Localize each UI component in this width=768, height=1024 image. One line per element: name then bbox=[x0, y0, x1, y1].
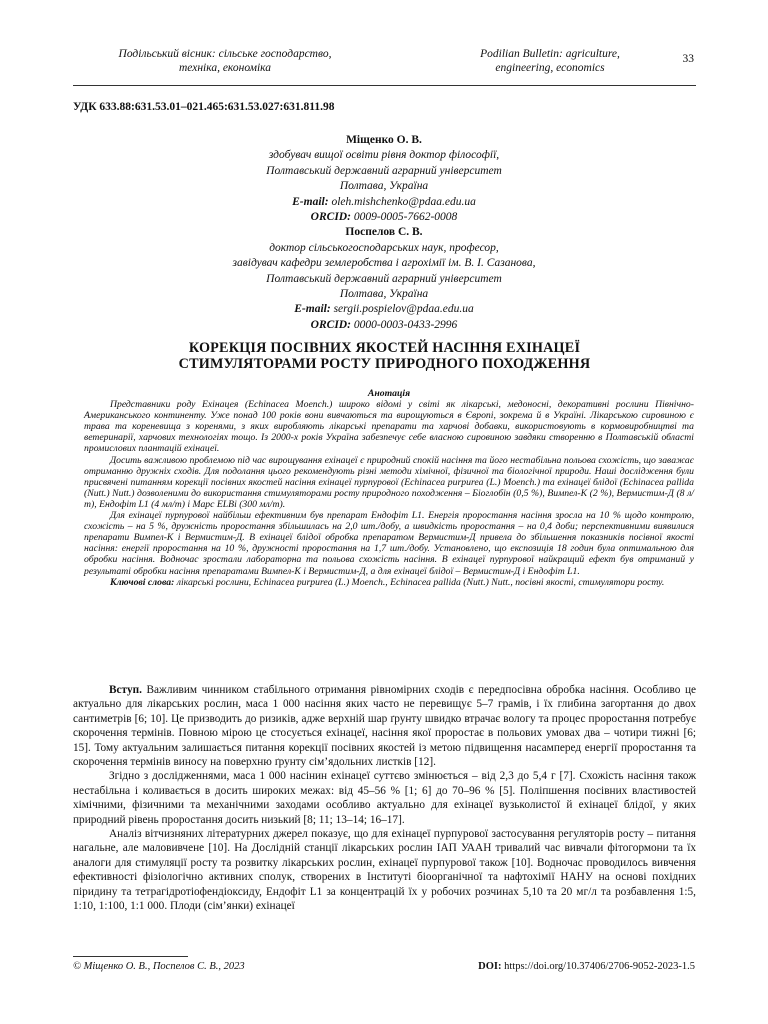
author-email: E-mail: oleh.mishchenko@pdaa.edu.ua bbox=[292, 195, 476, 208]
keywords: Ключові слова: лікарські рослини, Echinacea purpurea (L.) Moench., Echinacea pallida (Nutt.) Nutt., посівні якості, стимулятори росту. bbox=[110, 576, 665, 588]
running-head bbox=[0, 47, 768, 81]
abstract-paragraph: Для ехінацеї пурпурової найбільш ефективним був препарат Ендофіт L1. Енергія проростання насіння зросла на 10 % щодо контролю, схожість – на 5 %, дружність проростання збільшилась на 2,0 шт./добу, а швидкість проростання – на 0,4 доби; перспективними виявилися препарати Вимпел-К і Вермистим-Д. В ехінацеї блідої обробка препаратом Вермистим-Д привела до збільшення показників посівної якості насіння: енергії проростання на 10 %, дружності проростання на 1,7 шт./добу. Установлено, що експозиція 18 годин була оптимальною для обробки насіння. Водночас зростали лабораторна та польова схожість насіння. В ехінацеї пурпурової найкращий ефект був отриманий у результаті обробки насіння препаратами Вимпел-К і Вермистим-Д, а для ехінацеї блідої – Вермистим-Д і Ендофіт L1. bbox=[84, 510, 694, 577]
author-affiliation-line: Полтава, Україна bbox=[339, 288, 429, 301]
abstract-paragraph: Досить важливою проблемою під час вирощування ехінацеї є природний спокій насіння та його нестабільна польова схожість, що заважає отриманню дружніх сходів. Для подолання цього рекомендують різні методи хімічної, фізичної та біологічної природи. Наші дослідження були присвячені питанням корекції посівних якостей насіння ехінацеї пурпурової (Echinacea purpurea (L.) Moench.) та ехінацеї блідої (Echinacea pallida (Nutt.) Nutt.) дозволеними до використання стимуляторами росту природного походження – Біоглобін (0,5 %), Вимпел-К (2 %), Вермистим-Д (8 л/т), Ендофіт L1 (4 мл/т) і Марс ELВі (300 мл/т). bbox=[84, 454, 694, 510]
abstract bbox=[84, 388, 694, 588]
author-2 bbox=[100, 225, 668, 333]
author-email: E-mail: sergii.pospielov@pdaa.edu.ua bbox=[294, 303, 474, 316]
journal-title-ukrainian: Подільський вісник: сільське господарство, техніка, економіка bbox=[118, 48, 332, 74]
page-number: 33 bbox=[682, 53, 694, 65]
article-title: КОРЕКЦІЯ ПОСІВНИХ ЯКОСТЕЙ НАСІННЯ ЕХІНАЦЕЇ СТИМУЛЯТОРАМИ РОСТУ ПРИРОДНОГО ПОХОДЖЕННЯ bbox=[178, 340, 591, 372]
udk-code: УДК 633.88:631.53.01–021.465:631.53.027:631.811.98 bbox=[73, 101, 335, 113]
author-affiliation-line: доктор сільськогосподарських наук, професор, bbox=[269, 241, 499, 254]
author-affiliation-line: Полтава, Україна bbox=[339, 180, 429, 193]
header-divider bbox=[73, 85, 696, 86]
author-name: Поспелов С. В. bbox=[345, 226, 423, 239]
abstract-heading: Анотація bbox=[367, 388, 411, 399]
body-paragraph: Згідно з дослідженнями, маса 1 000 насінин ехінацеї суттєво змінюється – від 2,3 до 5,4 г [7]. Схожість насіння також нестабільна і коливається в досить широких межах: від 45–56 % [1; 6] до 70–96 % [5]. Поліпшення посівних властивостей хімічними, фізичними та механічними заходами особливо актуально для ехінацеї вузьколистої й ехінацеї блідої, у яких природний рівень проростання досить низький [8; 11; 13–14; 16–17]. bbox=[73, 770, 696, 826]
author-affiliation-line: Полтавський державний аграрний університет bbox=[266, 164, 502, 177]
author-affiliation-line: завідувач кафедри землеробства і агрохімії ім. В. І. Сазанова, bbox=[232, 257, 536, 270]
author-affiliation-line: здобувач вищої освіти рівня доктор філософії, bbox=[268, 149, 500, 162]
journal-title-english: Podilian Bulletin: agriculture, engineering, economics bbox=[480, 48, 620, 74]
body-paragraph: Вступ. Важливим чинником стабільного отримання рівномірних сходів є передпосівна обробка насіння. Особливо це актуально для лікарських рослин, маса 1 000 насіння яких часто не перевищує 5–7 грамів, і їх глибина загортання до двох сантиметрів [6; 10]. Це призводить до ризиків, адже верхній шар ґрунту швидко втрачає вологу та процес проростання потребує скорочення термінів. Повною мірою це стосується ехінацеї, насіння якої проростає в польових умовах два – чотири тижні [6; 15]. Тому актуальним залишається питання корекції посівних якостей із метою підвищення насамперед енергії проростання та скорочення термінів виносу на поверхню ґрунту сім’ядольних листків [12]. bbox=[73, 684, 697, 769]
body-paragraph: Аналіз вітчизняних літературних джерел показує, що для ехінацеї пурпурової застосування регуляторів росту – питання нагальне, але маловивчене [10]. На Дослідній станції лікарських рослин ІАП УААН тривалий час вивчали фітогормони та їх аналоги для стимуляції росту та розвитку лікарських рослин, ехінацеї пурпурової також [10]. Водночас проводилось вивчення ефективності фізіологічно активних сполук, створених в Інституті біоорганічної та нафтохімії НАНУ на основі похідних піридину та тетрагідротіофендіоксиду, Ендофіт L1 за концентрацій їх у робочих розчинах 5,10 та 20 мг/л та розбавлення 1:5, 1:10, 1:100, 1:1 000. Плоди (сім’янки) ехінацеї bbox=[73, 828, 696, 913]
article-body bbox=[73, 683, 696, 914]
author-1 bbox=[100, 133, 668, 225]
author-affiliation-line: Полтавський державний аграрний університет bbox=[266, 272, 502, 285]
author-orcid: ORCID: 0000-0003-0433-2996 bbox=[310, 318, 458, 331]
author-orcid: ORCID: 0009-0005-7662-0008 bbox=[310, 211, 458, 224]
doi: DOI: https://doi.org/10.37406/2706-9052-2023-1.5 bbox=[478, 961, 695, 972]
email-link[interactable]: sergii.pospielov@pdaa.edu.ua bbox=[333, 303, 474, 316]
author-name: Міщенко О. В. bbox=[346, 134, 422, 146]
copyright-notice: © Міщенко О. В., Поспелов С. В., 2023 bbox=[73, 961, 245, 972]
email-link[interactable]: oleh.mishchenko@pdaa.edu.ua bbox=[331, 195, 476, 208]
footer-divider bbox=[73, 956, 188, 957]
section-heading-intro: Вступ. bbox=[109, 684, 142, 696]
doi-link[interactable]: https://doi.org/10.37406/2706-9052-2023-1.5 bbox=[504, 961, 695, 972]
abstract-paragraph: Представники роду Ехінацея (Echinacea Moench.) широко відомі у світі як лікарські, медоносні, декоративні рослини Північно-Американського континенту. Уже понад 100 років вони вивчаються та вирощуються в Європі, зокрема й в Україні. Лікарською сировиною є трава та кореневища з коренями, з яких виробляють лікарські препарати та харчові добавки, використовують в кормовиробництві та ветеринарії, харчових технологіях тощо. Із 2000-х років Україна забезпечує себе власною сировиною завдяки створенню в Полтавській області промислових плантацій ехінацеї. bbox=[84, 399, 694, 455]
author-block bbox=[100, 133, 668, 333]
